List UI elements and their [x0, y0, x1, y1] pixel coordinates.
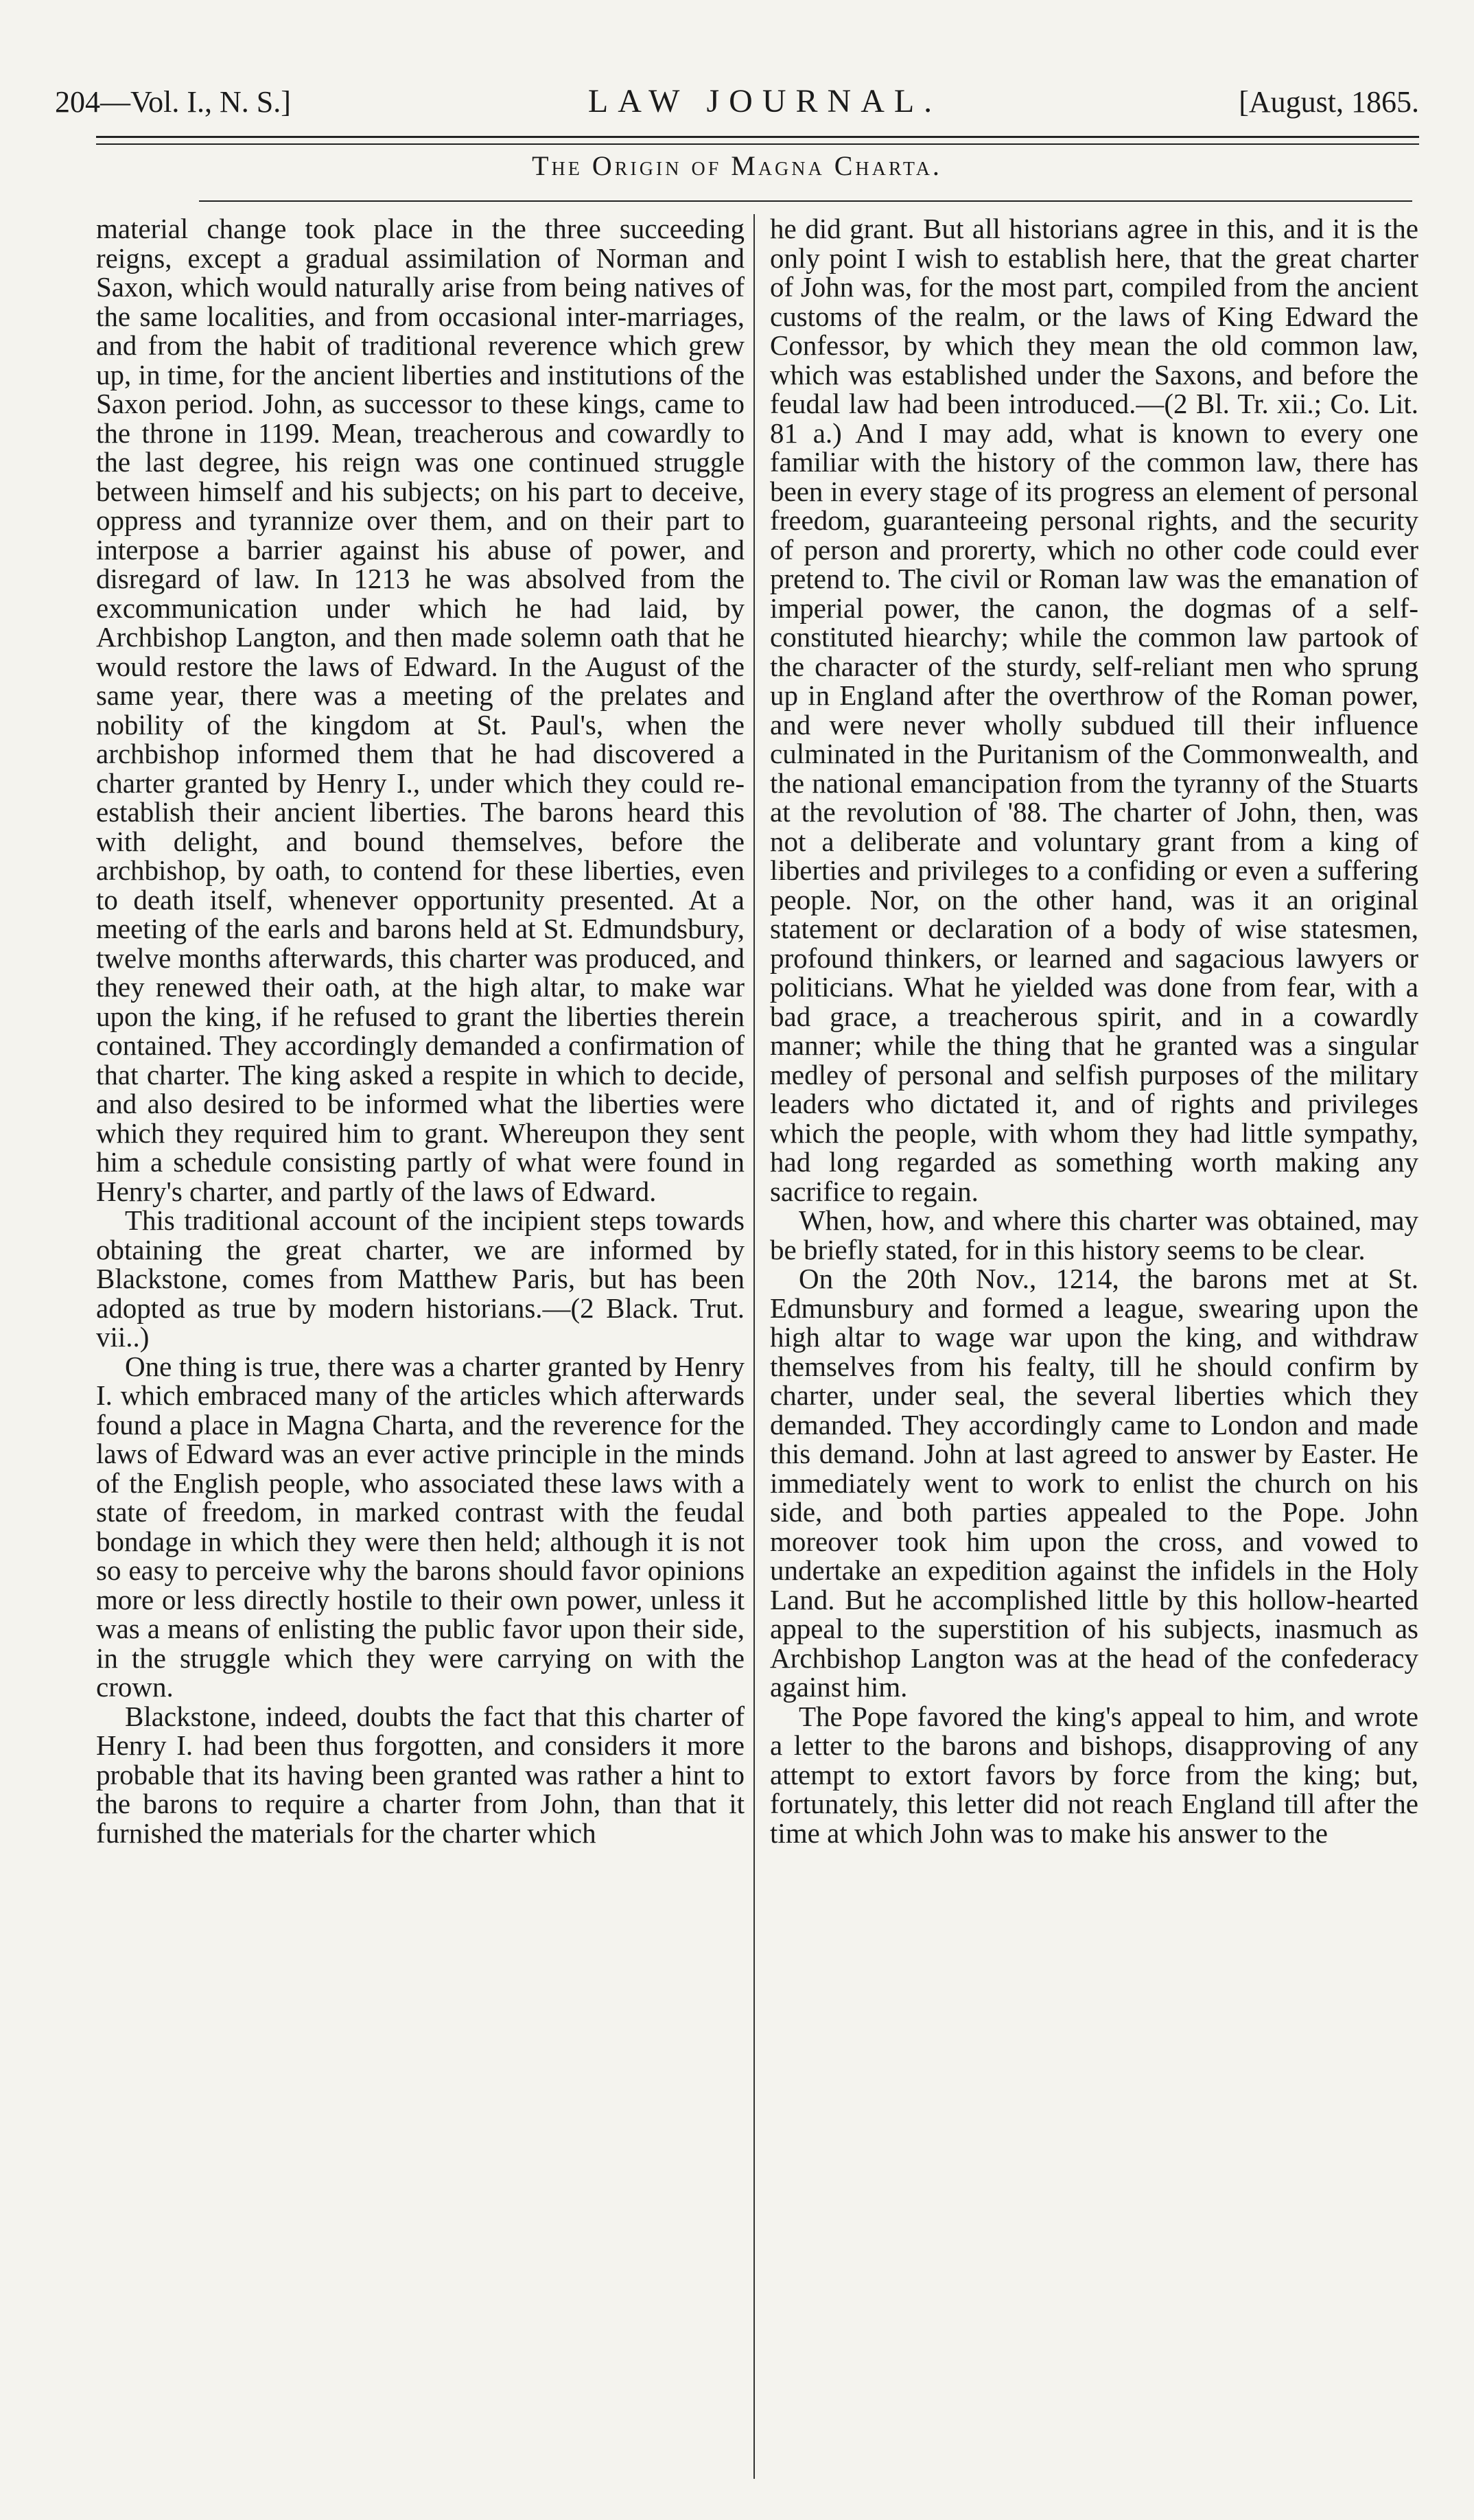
left-column [96, 214, 745, 1847]
right-paragraph-2: When, how, and where this charter was obtained, may be briefly stated, for in this history seems to be clear. [770, 1204, 1418, 1265]
article-title: The Origin of Magna Charta. [532, 150, 942, 181]
page-volume-label: 204—Vol. I., N. S.] [55, 85, 291, 119]
right-paragraph-1: he did grant. But all historians agree in this, and it is the only point I wish to establish here, that the great charter of John was, for the most part, compiled from the ancient customs of the realm, or the laws of King Edward the Confessor, by which they mean the old common law, which was established under the Saxons, and before the feudal law had been introduced.—(2 Bl. Tr. xii.; Co. Lit. 81 a.) And I may add, what is known to every one familiar with the history of the common law, there has been in every stage of its progress an element of personal freedom, guaranteeing personal rights, and the security of person and prorerty, which no other code could ever pretend to. The civil or Roman law was the emanation of imperial power, the canon, the dogmas of a self-constituted hiearchy; while the common law partook of the character of the sturdy, self-reliant men who sprung up in England after the overthrow of the Roman power, and were never wholly subdued till their influence culminated in the Puritanism of the Commonwealth, and the national emancipation from the tyranny of the Stuarts at the revolution of '88. The charter of John, then, was not a deliberate and voluntary grant from a king of liberties and privileges to a confiding or even a suffering people. Nor, on the other hand, was it an original statement or declaration of a body of wise statesmen, profound thinkers, or learned and sagacious lawyers or politicians. What he yielded was done from fear, with a bad grace, a treacherous spirit, and in a cowardly manner; while the thing that he granted was a singular medley of personal and selfish purposes of the military leaders who dictated it, and of rights and privileges which the people, with whom they had little sympathy, had long regarded as something worth making any sacrifice to regain. [770, 213, 1418, 1207]
left-paragraph-1: material change took place in the three succeeding reigns, except a gradual assimilation of Norman and Saxon, which would naturally arise from being natives of the same localities, and from occasional inter-marriages, and from the habit of traditional reverence which grew up, in time, for the ancient liberties and institutions of the Saxon period. John, as successor to these kings, came to the throne in 1199. Mean, treacherous and cowardly to the last degree, his reign was one continued struggle between himself and his subjects; on his part to deceive, oppress and tyrannize over them, and on their part to interpose a barrier against his abuse of power, and disregard of law. In 1213 he was absolved from the excommunication under which he had laid, by Archbishop Langton, and then made solemn oath that he would restore the laws of Edward. In the August of the same year, there was a meeting of the prelates and nobility of the kingdom at St. Paul's, when the archbishop informed them that he had discovered a charter granted by Henry I., under which they could re-establish their ancient liberties. The barons heard this with delight, and bound themselves, before the archbishop, by oath, to contend for these liberties, even to death itself, whenever opportunity presented. At a meeting of the earls and barons held at St. Edmundsbury, twelve months afterwards, this charter was produced, and they renewed their oath, at the high altar, to make war upon the king, if he refused to grant the liberties therein contained. They accordingly demanded a confirmation of that charter. The king asked a respite in which to decide, and also desired to be informed what the liberties were which they required him to grant. Whereupon they sent him a schedule consisting partly of what were found in Henry's charter, and partly of the laws of Edward. [96, 213, 745, 1207]
title-rule [199, 200, 1412, 202]
running-head [55, 82, 1419, 133]
left-paragraph-4: Blackstone, indeed, doubts the fact that this charter of Henry I. had been thus forgotten, and considers it more probable that its having been granted was rather a hint to the barons to require a charter from John, than that it furnished the materials for the charter which [96, 1700, 745, 1849]
left-paragraph-2: This traditional account of the incipient steps towards obtaining the great charter, we are informed by Blackstone, comes from Matthew Paris, but has been adopted as true by modern historians.—(2 Black. Trut. vii..) [96, 1204, 745, 1353]
right-paragraph-3: On the 20th Nov., 1214, the barons met at St. Edmunsbury and formed a league, swearing upon the high altar to wage war upon the king, and withdraw themselves from his fealty, till he should confirm by charter, under seal, the several liberties which they demanded. They accordingly came to London and made this demand. John at last agreed to answer by Easter. He immediately went to work to enlist the church on his side, and both parties appealed to the Pope. John moreover took him upon the cross, and vowed to undertake an expedition against the infidels in the Holy Land. But he accomplished little by this hollow-hearted appeal to the superstition of his subjects, inasmuch as Archbishop Langton was at the head of the confederacy against him. [770, 1263, 1418, 1703]
right-paragraph-4: The Pope favored the king's appeal to him, and wrote a letter to the barons and bishops, disapproving of any attempt to extort favors by force from the king; but, fortunately, this letter did not reach England till after the time at which John was to make his answer to the [770, 1700, 1418, 1849]
journal-title: LAW JOURNAL. [587, 83, 942, 119]
issue-date: [August, 1865. [1239, 85, 1419, 119]
header-double-rule [96, 136, 1419, 145]
column-divider [753, 214, 755, 2479]
right-column [770, 214, 1418, 1847]
left-paragraph-3: One thing is true, there was a charter granted by Henry I. which embraced many of the articles which afterwards found a place in Magna Charta, and the reverence for the laws of Edward was an ever active principle in the minds of the English people, who associated these laws with a state of freedom, in marked contrast with the feudal bondage in which they were then held; although it is not so easy to perceive why the barons should favor opinions more or less directly hostile to their own power, unless it was a means of enlisting the public favor upon their side, in the struggle which they were carrying on with the crown. [96, 1350, 745, 1703]
